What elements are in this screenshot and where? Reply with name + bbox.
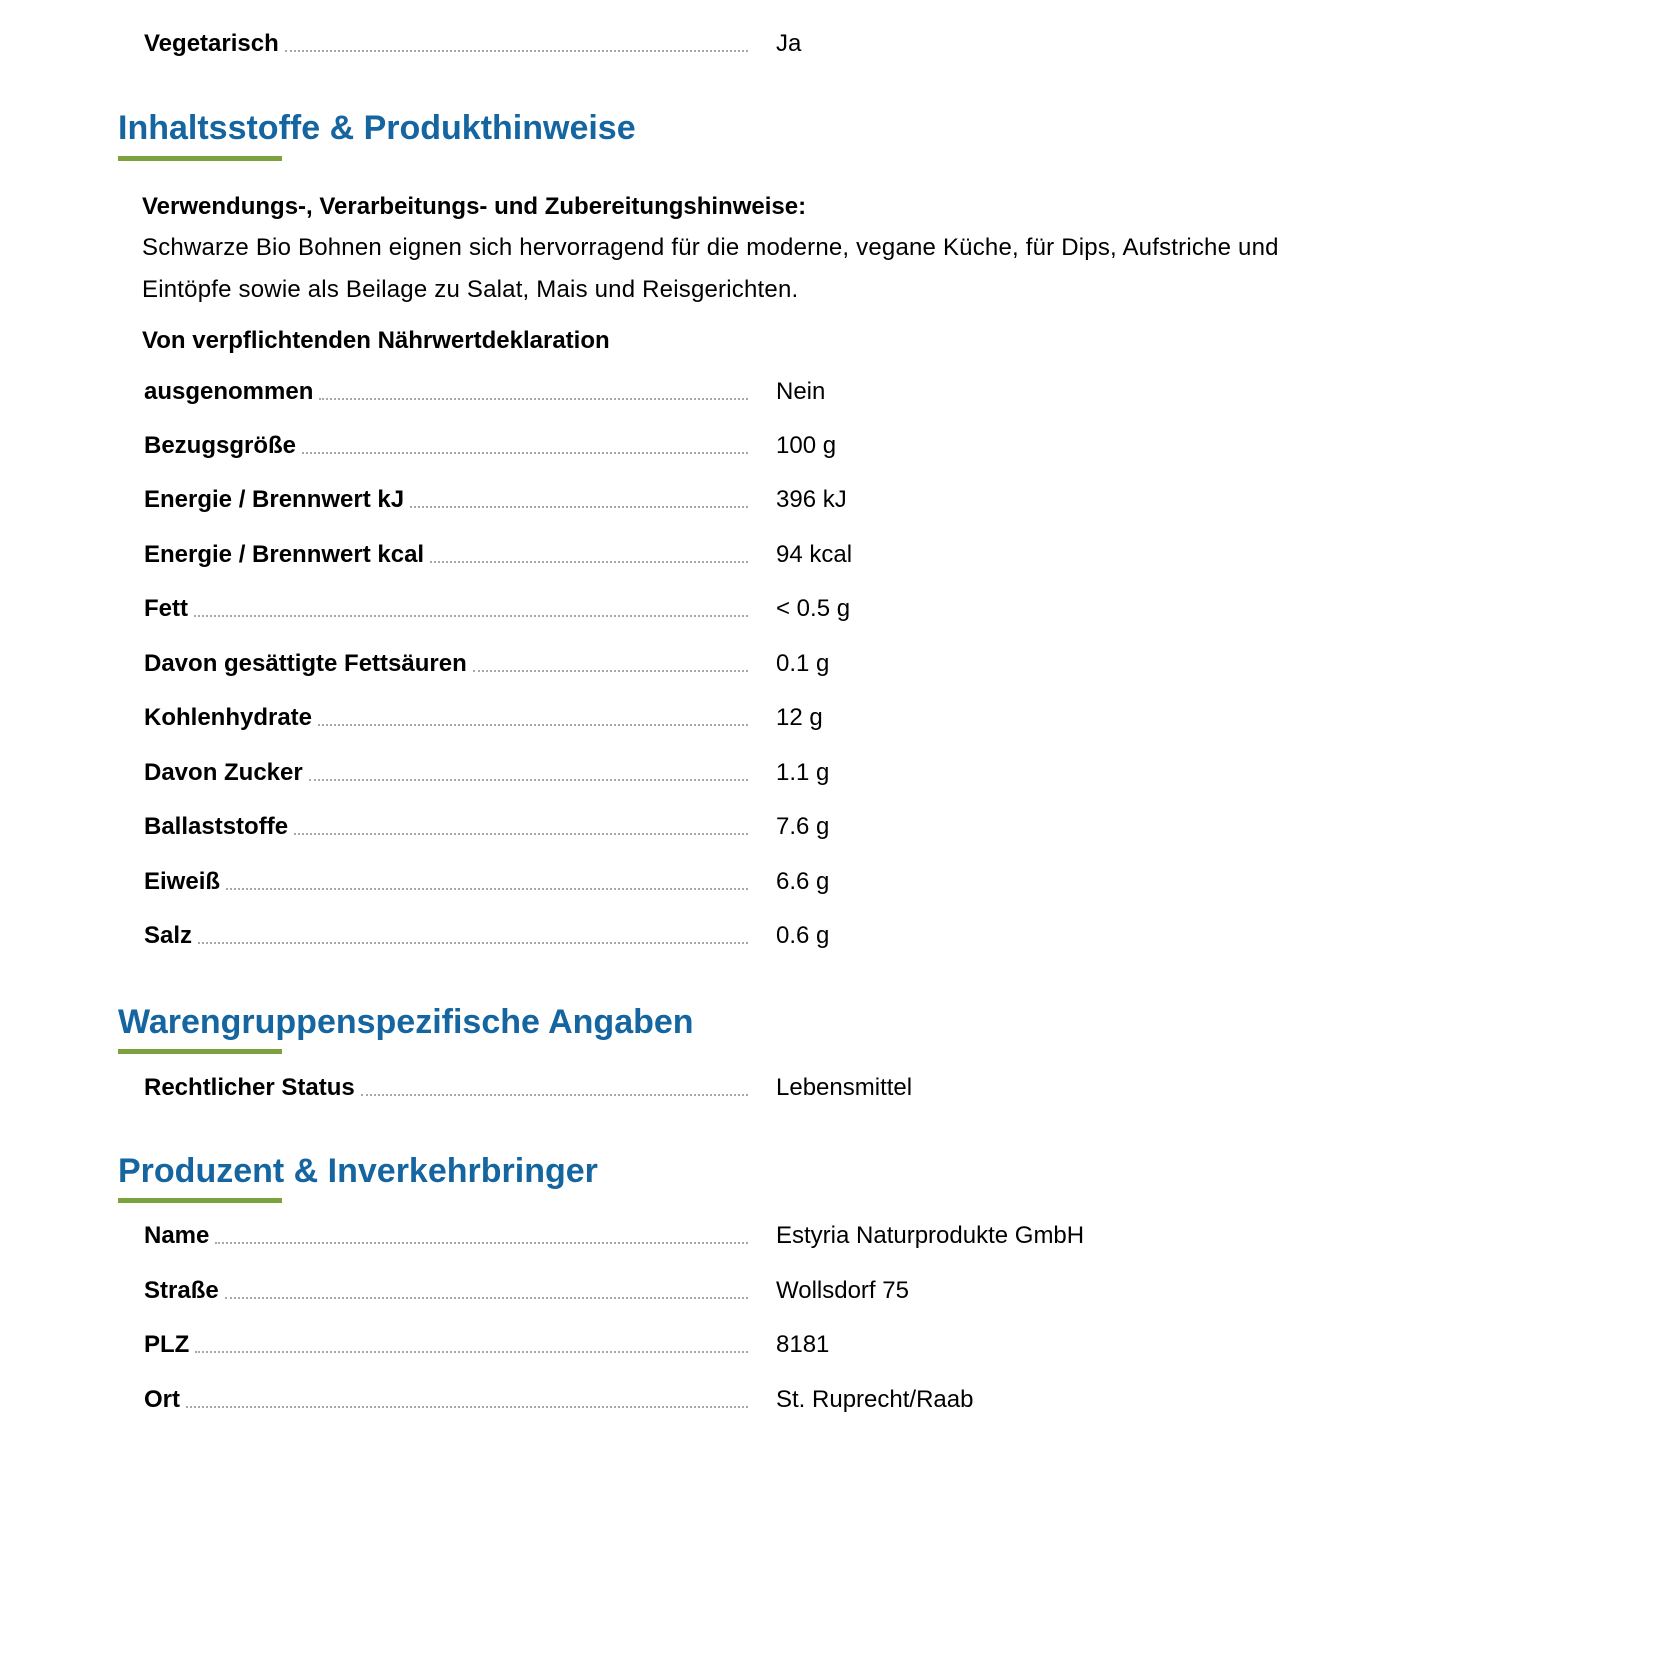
row-value: Lebensmittel xyxy=(776,1074,913,1101)
spec-row xyxy=(144,1070,1544,1110)
spec-row xyxy=(144,591,1544,631)
row-value: Nein xyxy=(776,378,826,405)
leader-dots xyxy=(319,397,748,400)
spec-row xyxy=(144,374,1544,414)
section-underline xyxy=(118,1198,282,1203)
row-label: Name xyxy=(144,1222,210,1249)
row-value: Ja xyxy=(776,30,802,57)
row-label: Energie / Brennwert kcal xyxy=(144,541,425,568)
row-label: Eiweiß xyxy=(144,868,221,895)
spec-row xyxy=(144,1218,1544,1258)
row-value: 396 kJ xyxy=(776,486,847,513)
nutrition-heading: Von verpflichtenden Nährwertdeklaration xyxy=(142,327,610,354)
row-label: Vegetarisch xyxy=(144,30,279,57)
leader-dots xyxy=(226,887,748,890)
row-label: Salz xyxy=(144,922,193,949)
spec-row xyxy=(144,809,1544,849)
spec-row xyxy=(144,1327,1544,1367)
leader-dots xyxy=(194,614,748,617)
row-value: 8181 xyxy=(776,1331,830,1358)
row-label: Davon Zucker xyxy=(144,759,303,786)
row-value: < 0.5 g xyxy=(776,595,851,622)
row-value: Estyria Naturprodukte GmbH xyxy=(776,1222,1085,1249)
spec-row xyxy=(144,482,1544,522)
row-label: Rechtlicher Status xyxy=(144,1074,355,1101)
section-title-ingredients: Inhaltsstoffe & Produkthinweise xyxy=(118,109,636,147)
spec-row xyxy=(144,918,1544,958)
section-title-category: Warengruppenspezifische Angaben xyxy=(118,1003,694,1041)
spec-row xyxy=(144,537,1544,577)
row-label: Kohlenhydrate xyxy=(144,704,313,731)
leader-dots xyxy=(302,451,748,454)
leader-dots xyxy=(309,778,748,781)
row-value: 1.1 g xyxy=(776,759,830,786)
row-value: 100 g xyxy=(776,432,837,459)
spec-row xyxy=(144,646,1544,686)
leader-dots xyxy=(473,669,748,672)
leader-dots xyxy=(294,832,748,835)
leader-dots xyxy=(410,505,748,508)
spec-row-vegetarian xyxy=(144,26,1544,66)
row-value: 12 g xyxy=(776,704,823,731)
row-label: Ort xyxy=(144,1386,180,1413)
spec-row xyxy=(144,1273,1544,1313)
row-value: Wollsdorf 75 xyxy=(776,1277,909,1304)
row-label: ausgenommen xyxy=(144,378,314,405)
row-label: Energie / Brennwert kJ xyxy=(144,486,405,513)
leader-dots xyxy=(361,1093,748,1096)
spec-row xyxy=(144,1382,1544,1422)
row-value: 0.6 g xyxy=(776,922,830,949)
leader-dots xyxy=(430,560,748,563)
row-label: Straße xyxy=(144,1277,219,1304)
row-value: St. Ruprecht/Raab xyxy=(776,1386,974,1413)
leader-dots xyxy=(186,1405,748,1408)
leader-dots xyxy=(198,941,748,944)
leader-dots xyxy=(225,1296,748,1299)
row-value: 0.1 g xyxy=(776,650,830,677)
spec-row xyxy=(144,755,1544,795)
spec-row xyxy=(144,428,1544,468)
section-title-producer: Produzent & Inverkehrbringer xyxy=(118,1152,598,1190)
leader-dots xyxy=(195,1350,748,1353)
row-label: PLZ xyxy=(144,1331,190,1358)
spec-row xyxy=(144,700,1544,740)
row-label: Fett xyxy=(144,595,188,622)
spec-row xyxy=(144,864,1544,904)
leader-dots xyxy=(285,49,748,52)
row-label: Davon gesättigte Fettsäuren xyxy=(144,650,467,677)
row-value: 6.6 g xyxy=(776,868,830,895)
row-label: Ballaststoffe xyxy=(144,813,289,840)
row-value: 7.6 g xyxy=(776,813,830,840)
section-underline xyxy=(118,1049,282,1054)
usage-heading: Verwendungs-, Verarbeitungs- und Zubereitungshinweise: xyxy=(142,193,807,220)
row-label: Bezugsgröße xyxy=(144,432,297,459)
section-underline xyxy=(118,156,282,161)
row-value: 94 kcal xyxy=(776,541,853,568)
leader-dots xyxy=(215,1241,748,1244)
leader-dots xyxy=(318,723,748,726)
usage-text: Schwarze Bio Bohnen eignen sich hervorragend für die moderne, vegane Küche, für Dips, Aufstriche und Eintöpfe sowie als Beilage zu Salat, Mais und Reisgerichten. xyxy=(142,234,1279,303)
